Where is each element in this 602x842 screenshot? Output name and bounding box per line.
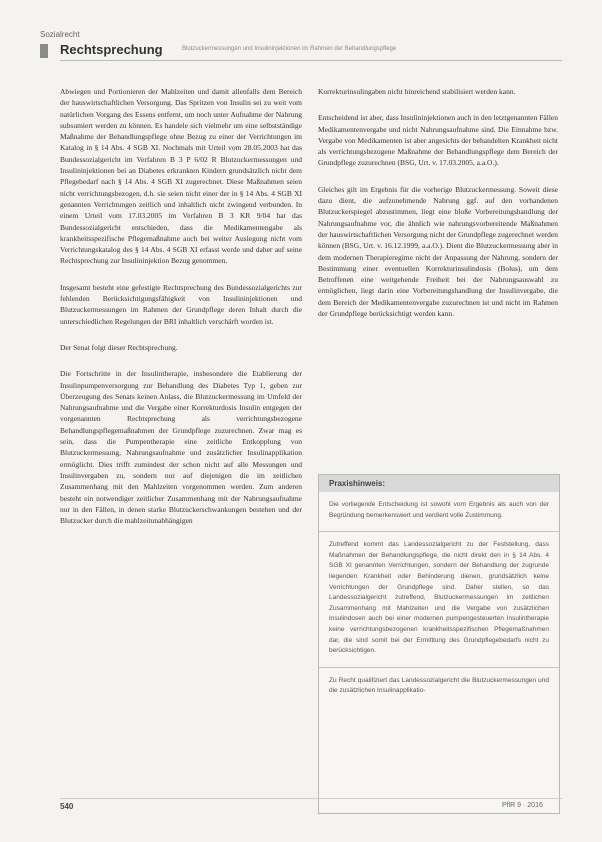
left-paragraph-2: Insgesamt besteht eine gefestigte Rechtsprechung des Bundessozialgerichts zur fehlenden Berücksichtigungsfähigkeit von Insulininjektionen und Blutzuckermessungen im Rahmen der Grundpflege deren Inhalt durch die unterschiedlichen Regelungen der BRI inhaltlich verschärft worden ist. xyxy=(60,282,302,326)
practice-note-box xyxy=(318,474,560,814)
left-column xyxy=(60,86,302,541)
page-subtitle: Blutzuckermessungen und Insulininjektionen im Rahmen der Behandlungspflege xyxy=(182,46,397,52)
left-paragraph-3: Der Senat folgt dieser Rechtsprechung. xyxy=(60,342,178,352)
header-divider xyxy=(60,60,562,61)
practice-note-paragraph-3: Zu Recht qualifiziert das Landessozialgericht die Blutzuckermessungen und die zusätzlichen Insulinapplikatio- xyxy=(329,676,549,695)
left-paragraph-4: Die Fortschritte in der Insulintherapie, insbesondere die Etablierung der Insulinpumpenversorgung zur Behandlung des Diabetes Typ 1, geben zur Überzeugung des Senats keinen Anlass, die Blutzuckermessung im Umfeld der Nahrungsaufnahme und die Vergabe einer Korrekturdosis Insulin entgegen der vorgenannten Rechtsprechung als verrichtungsbezogene Behandlungspflegemaßnahmen der Grundpflege zuzurechnen. Zwar mag es sein, dass die Pumpentherapie eine zeitliche Entkopplung von Blutzuckermessung, Nahrungsaufnahme und zusätzlicher Insulinapplikation ermöglicht. Dies trifft zumindest der schon nicht auf alle Messungen und Insulinvergaben zu, sondern nur auf diejenigen die im zeitlichen Zusammenhang mit den Mahlzeiten vorgenommen werden. Zum anderen besteht ein notwendiger zeitlicher Zusammenhang mit der Nahrungsaufnahme nur in den Fällen, in denen starke Blutzuckerschwankungen bestehen und der Blutzucker durch die mahlzeitunabhängigen xyxy=(60,369,302,526)
right-paragraph-2: Entscheidend ist aber, dass Insulininjektionen auch in den letztgenannten Fällen Medikamentenvergabe und nicht Nahrungsaufnahme sind. Die Einnahme bzw. Vergabe von Medikamenten ist aber angesichts der behandelten Krankheit nicht als verrichtungsbezogene Maßnahme der Behandlungspflege dem Bereich der Grundpflege zuzurechnen (BSG, Urt. v. 17.03.2005, a.a.O.). xyxy=(318,113,558,168)
page-number: 540 xyxy=(60,802,74,811)
section-label: Sozialrecht xyxy=(40,30,80,39)
page-title: Rechtsprechung xyxy=(60,42,163,57)
right-paragraph-1: Korrekturinsulingaben nicht hinreichend stabilisiert werden kann. xyxy=(318,87,516,96)
practice-note-divider xyxy=(319,667,559,668)
practice-note-divider xyxy=(319,531,559,532)
footer-divider xyxy=(60,798,562,799)
practice-note-paragraph-1: Die vorliegende Entscheidung ist sowohl vom Ergebnis als auch von der Begründung bemerkenswert und verdient volle Zustimmung. xyxy=(329,501,549,519)
practice-note-paragraph-2: Zutreffend kommt das Landessozialgericht zu der Feststellung, dass Maßnahmen der Behandlungspflege, die nicht direkt den in § 14 Abs. 4 SGB XI genannten Verrichtungen, sondern der Behandlung der zugrunde liegenden Krankheit oder Behinderung dienen, grundsätzlich keine Verrichtungen der Grundpflege sind. Daher stellen, so das Landessozialgericht zutreffend, Blutzuckermessungen im zeitlichen Zusammenhang mit Mahlzeiten und die Vergabe von zusätzlichen Insulindosen auch bei einer modernen pumpengesteuerten Insulintherapie keine verrichtungsbezogenen krankheitsspezifischen Pflegemaßnahmen dar, die sind somit bei der Ermittlung des Grundpflegebedarfs nicht zu berücksichtigen. xyxy=(329,541,549,655)
right-paragraph-3: Gleiches gilt im Ergebnis für die vorherige Blutzuckermessung. Soweit diese dazu dient, die aufzunehmende Nahrung ggf. auf den vorhandenen Blutzuckerspiegel abzustimmen, liegt eine bloße Vorbereitungshandlung der Nahrungsaufnahme vor, die ähnlich wie nahrungsvorbereitende Maßnahmen der hauswirtschaftlichen Versorgung nicht der Grundpflege zugerechnet werden können (BSG, Urt. v. 16.12.1999, a.a.O.). Dient die Blutzuckermessung aber in dem modernen Therapieregime nicht der Anpassung der Nahrung, sondern der Bestimmung einer eventuellen Korrekturinsulindosis (Bolus), um dem Betroffenen eine weitgehende Freiheit bei der Nahrungsauswahl zu ermöglichen, liegt darin eine Vorbereitungshandlung der Insulinvergabe, die dem Bereich der Medikamentenvergabe zuzurechnen ist und nicht im Rahmen der Grundpflege berücksichtigt werden kann. xyxy=(318,184,558,319)
header-accent-bar xyxy=(40,44,48,58)
journal-issue: PflR 9 · 2016 xyxy=(502,802,543,809)
practice-note-body xyxy=(319,492,559,711)
right-column xyxy=(318,86,558,334)
left-paragraph-1: Abwiegen und Portionieren der Mahlzeiten und damit allenfalls dem Bereich der hauswirtschaftlichen Versorgung. Das Spritzen von Insulin sei zu weit vom natürlichen Vorgang des Essens entfernt, um noch unter Aufnahme der Nahrung subsumiert werden zu können. Es handele sich vielmehr um eine selbstständige Maßnahme der Behandlungspflege ohne Bezug zu einer der Verrichtungen im Katalog in § 14 Abs. 4 SGB XI. Nochmals mit Urteil vom 28.05.2003 hat das Bundessozialgericht im Verfahren B 3 P 6/02 R Blutzuckermessungen und Insulininjektionen bei an Diabetes erkrankten Kindern grundsätzlich nicht dem Pflegebedarf nach § 14 Abs. 4 SGB XI zugerechnet. Diese Maßnahmen seien nicht verrichtungsbezogen, d.h. sie seien nicht einer der in § 14 Abs. 4 SGB XI genannten Verrichtungen zeitlich und inhaltlich nicht zwingend verbunden. In einem Urteil vom 17.03.2005 im Verfahren B 3 KR 9/04 hat das Bundessozialgericht entschieden, dass die Medikamentengabe als krankheitsspezifische Pflegemaßnahme auch bei weiter Auslegung nicht vom Verrichtungskatalog des § 14 Abs. 4 SGB XI erfasst werde und daher auf seine Rechtsprechung zur Insulininjektion Bezug genommen. xyxy=(60,87,302,266)
practice-note-title: Praxishinweis: xyxy=(319,475,559,492)
